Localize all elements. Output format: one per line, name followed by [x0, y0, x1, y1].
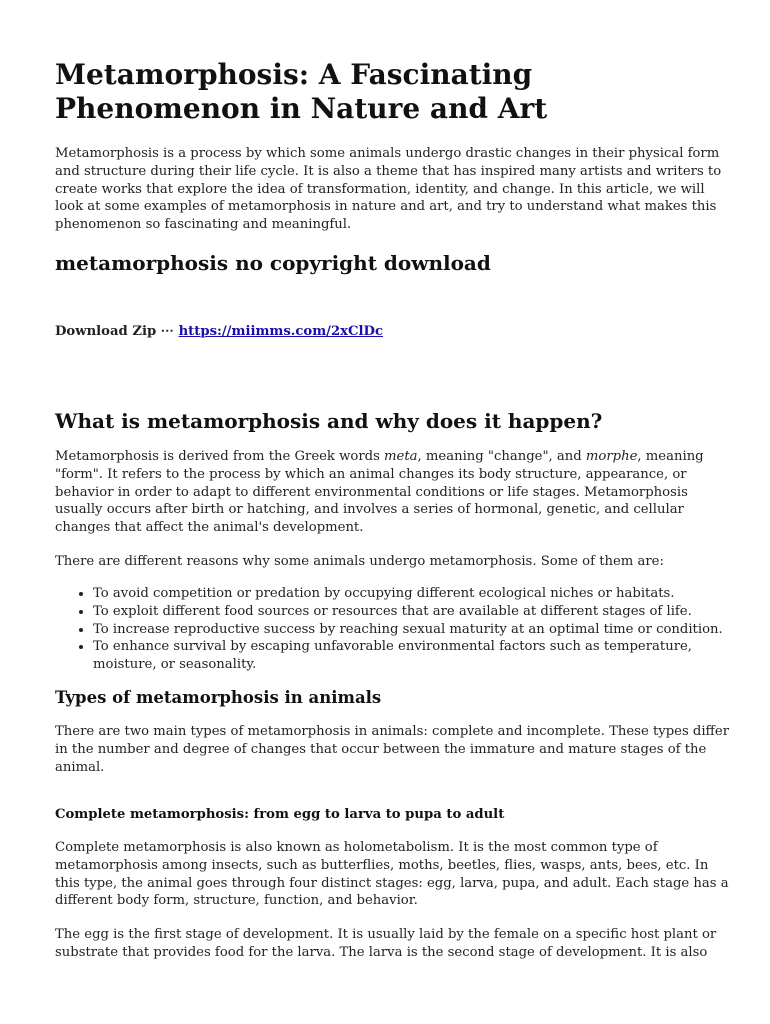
- download-separator: ⋯: [156, 324, 179, 339]
- download-label: Download Zip: [55, 324, 157, 339]
- section-heading-what-is: What is metamorphosis and why does it happen?: [55, 409, 603, 433]
- list-item: • To avoid competition or predation by occupying different ecological niches or habitats.: [93, 585, 730, 603]
- greek-word-morphe: morphe: [585, 449, 638, 464]
- intro-paragraph: Metamorphosis is a process by which some animals undergo drastic changes in their physical form and structure during their life cycle. It is also a theme that has inspired many artists and writers to create works that explore the idea of transformation, identity, and change. In this article, we will look at some examples of metamorphosis in nature and art, and try to understand what makes this phenomenon so fascinating and meaningful.: [55, 146, 722, 233]
- section-heading-types: Types of metamorphosis in animals: [55, 688, 382, 707]
- list-item: • To exploit different food sources or resources that are available at different stages of life.: [93, 603, 730, 621]
- list-item: • To increase reproductive success by reaching sexual maturity at an optimal time or condition.: [93, 621, 730, 639]
- text-span: , meaning "change", and: [417, 449, 586, 464]
- download-line: [55, 323, 730, 341]
- section3-paragraph-1: Complete metamorphosis is also known as holometabolism. It is the most common type of metamorphosis among insects, such as butterflies, moths, beetles, flies, wasps, ants, bees, etc. In this type, the animal goes through four distinct stages: egg, larva, pupa, and adult. Each stage has a different body form, structure, function, and behavior.: [55, 840, 729, 909]
- text-span: , meaning "form". It refers to the process by which an animal changes its body structure, appearance, or behavior in order to adapt to different environmental conditions or life stages. Metamorphosis usually occurs after birth or hatching, and involves a series of hormonal, genetic, and cellular changes that affect the animal's development.: [55, 449, 704, 536]
- list-item: • To enhance survival by escaping unfavorable environmental factors such as temperature, moisture, or seasonality.: [93, 638, 730, 674]
- section1-paragraph-1: [55, 448, 730, 537]
- section3-paragraph-2: The egg is the first stage of development. It is usually laid by the female on a specific host plant or substrate that provides food for the larva. The larva is the second stage of development. It is also: [55, 927, 717, 960]
- greek-word-meta: meta: [384, 449, 418, 464]
- text-span: Metamorphosis is derived from the Greek words: [55, 449, 385, 464]
- reasons-list: [55, 585, 730, 674]
- download-link[interactable]: https://miimms.com/2xClDc: [178, 324, 383, 339]
- section-heading-complete: Complete metamorphosis: from egg to larva to pupa to adult: [55, 807, 505, 822]
- section2-paragraph-1: There are two main types of metamorphosis in animals: complete and incomplete. These types differ in the number and degree of changes that occur between the immature and mature stages of the animal.: [55, 724, 730, 775]
- subheading: metamorphosis no copyright download: [55, 251, 491, 275]
- section1-paragraph-2: There are different reasons why some animals undergo metamorphosis. Some of them are:: [55, 554, 664, 569]
- page-title: Metamorphosis: A Fascinating Phenomenon in Nature and Art: [55, 58, 548, 125]
